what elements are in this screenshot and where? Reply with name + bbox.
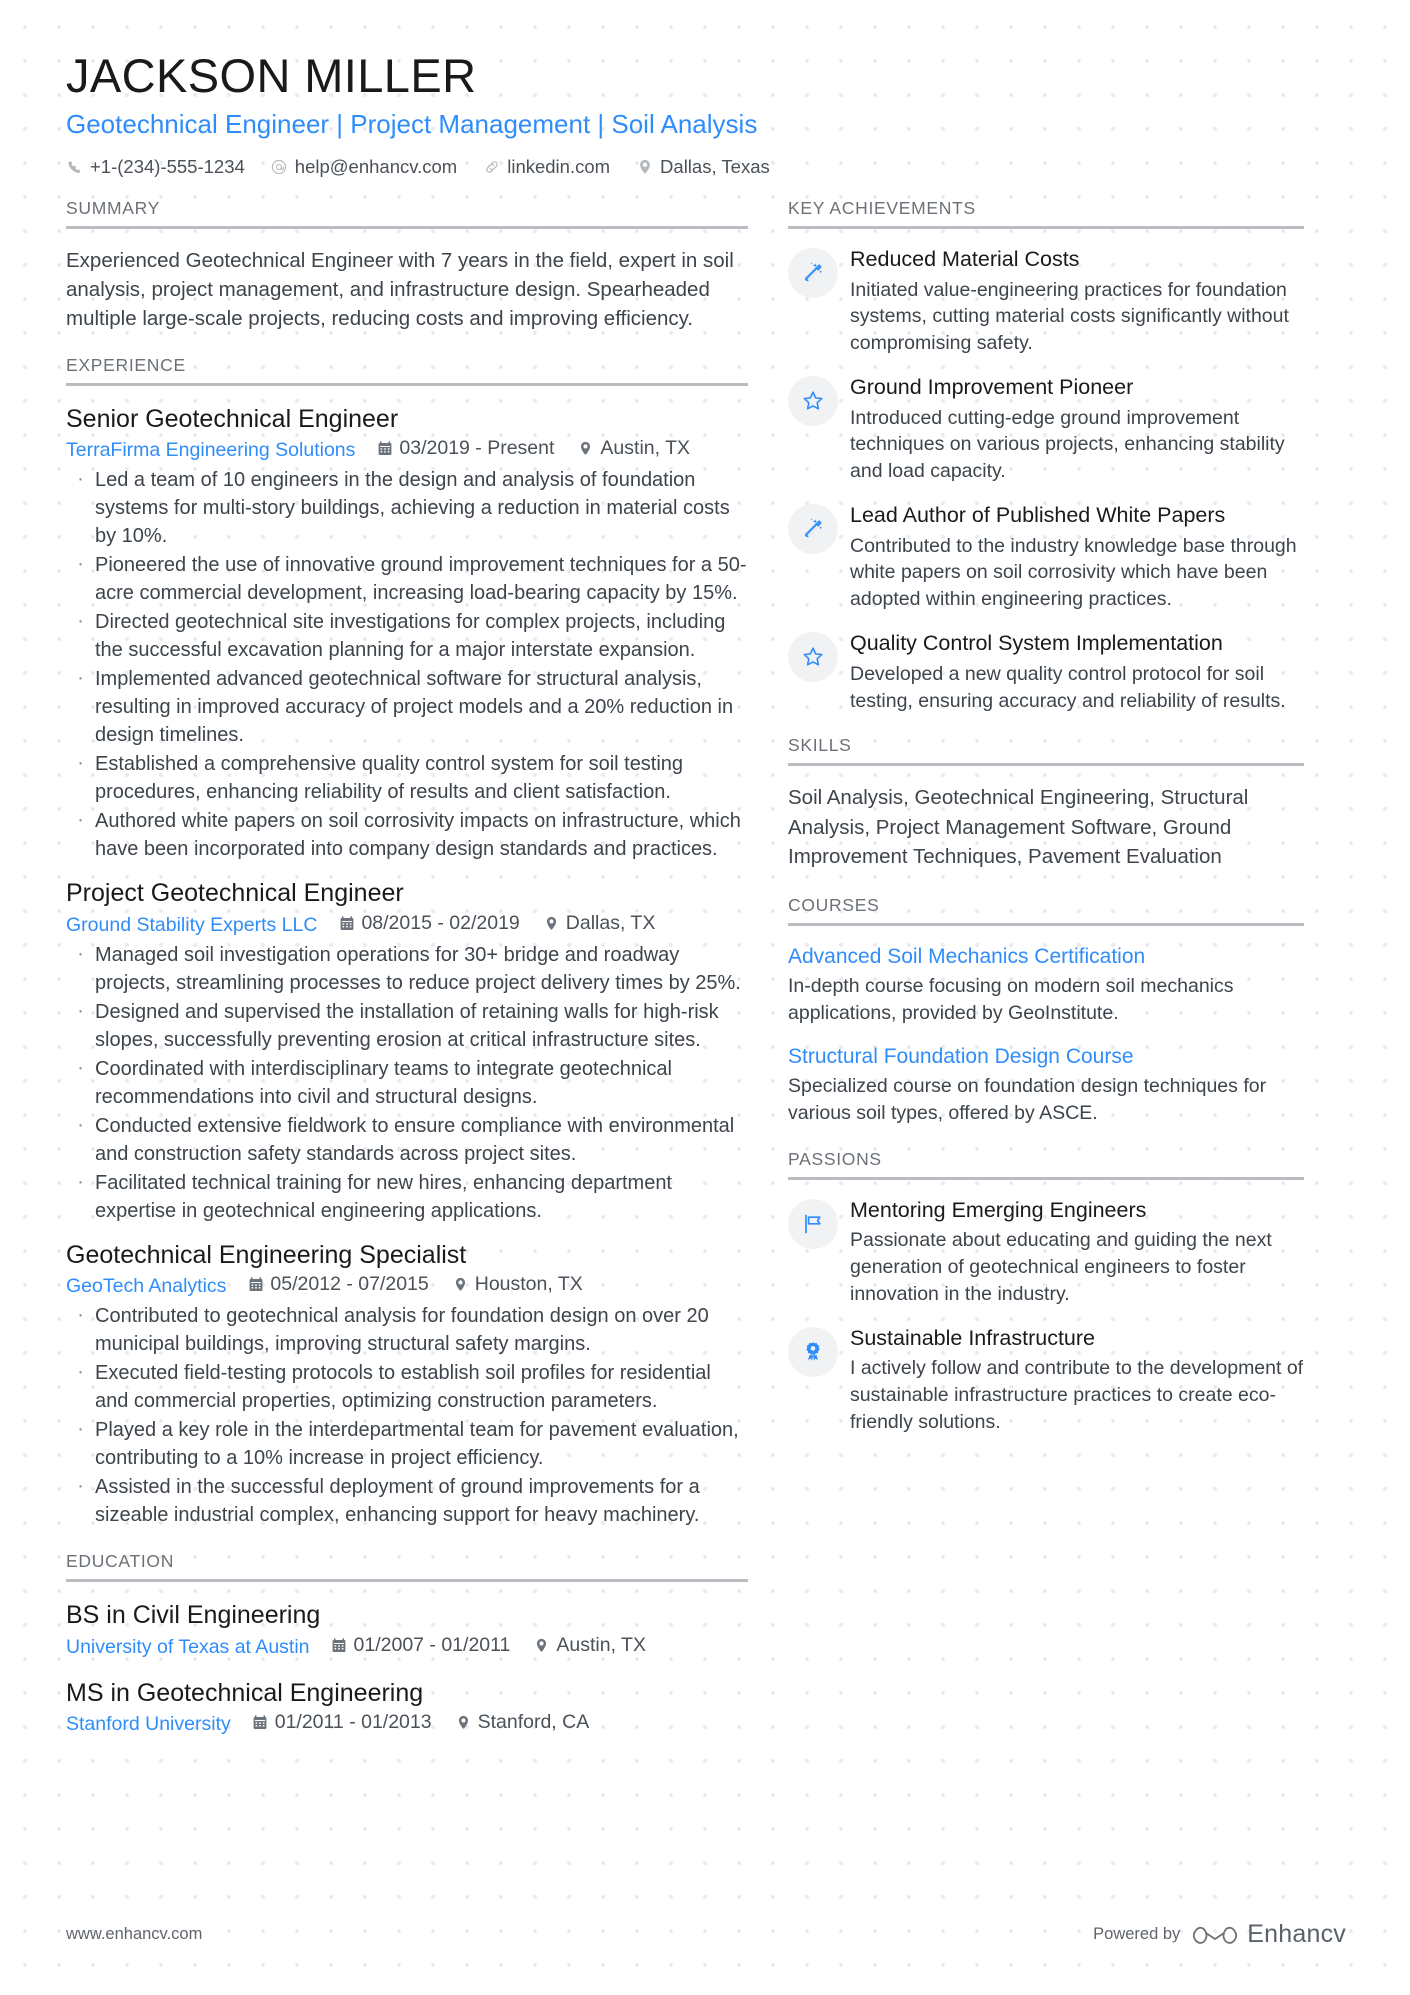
summary-heading: SUMMARY (66, 198, 748, 229)
list-item: · Facilitated technical training for new hires, enhancing department expertise in geotechnical engineering applications. (68, 1169, 748, 1225)
education-dates (332, 1634, 511, 1657)
job-company[interactable]: Ground Stability Experts LLC (66, 913, 318, 936)
location-icon (453, 1277, 468, 1293)
job-location-text: Houston, TX (474, 1273, 583, 1296)
page-title: JACKSON MILLER (66, 49, 477, 102)
list-item: · Executed field-testing protocols to establish soil profiles for residential and commercial properties, optimizing construction parameters. (68, 1359, 748, 1415)
powered-by-label: Powered by (1093, 1925, 1181, 1943)
list-item: · Designed and supervised the installation of retaining walls for high-risk slopes, successfully preventing erosion at critical infrastructure sites. (68, 998, 748, 1054)
passion-title: Sustainable Infrastructure (850, 1325, 1095, 1350)
professional-headline: Geotechnical Engineer | Project Management | Soil Analysis (66, 109, 758, 140)
job-dates-text: 03/2019 - Present (399, 437, 555, 460)
passion-desc: Passionate about educating and guiding the next generation of geotechnical engineers to foster innovation in the industry. (850, 1229, 1272, 1306)
list-item: · Played a key role in the interdepartmental team for pavement evaluation, contributing to a 10% increase in project efficiency. (68, 1416, 748, 1472)
star-icon (788, 632, 838, 682)
list-item: · Led a team of 10 engineers in the design and analysis of foundation systems for multi-story buildings, achieving a reduction in material costs by 10%. (68, 466, 748, 550)
brand-name: Enhancv (1247, 1920, 1346, 1948)
achievement-desc: Contributed to the industry knowledge base through white papers on soil corrosivity which have been adopted within engineering practices. (850, 534, 1297, 611)
achievement-desc: Developed a new quality control protocol for soil testing, ensuring accuracy and reliability of results. (850, 662, 1286, 712)
achievement-body (850, 374, 1304, 485)
calendar-icon (377, 441, 392, 457)
left-column (66, 198, 788, 1757)
school-name[interactable]: University of Texas at Austin (66, 1635, 310, 1658)
list-item: · Contributed to geotechnical analysis for foundation design on over 20 municipal buildings, improving structural safety margins. (68, 1302, 748, 1358)
calendar-icon (253, 1715, 268, 1731)
list-item: · Authored white papers on soil corrosivity impacts on infrastructure, which have been incorporated into company design standards and practices. (68, 807, 748, 863)
experience-entry (66, 1239, 748, 1530)
section-key-achievements (788, 198, 1304, 714)
experience-heading: EXPERIENCE (66, 355, 748, 386)
magic-wand-icon (788, 248, 838, 298)
link-icon (483, 159, 500, 176)
contact-location-text: Dallas, Texas (660, 156, 770, 178)
contact-location[interactable] (636, 156, 770, 178)
resume-body (66, 198, 1346, 1757)
job-location-text: Austin, TX (600, 437, 691, 460)
phone-icon (66, 159, 83, 176)
achievement-title: Lead Author of Published White Papers (850, 503, 1226, 528)
job-dates-text: 05/2012 - 07/2015 (270, 1273, 429, 1296)
enhancv-logo (1192, 1920, 1346, 1949)
job-bullets (68, 1302, 748, 1529)
section-experience (66, 355, 748, 1530)
course-item (788, 943, 1304, 1027)
job-title: Geotechnical Engineering Specialist (66, 1240, 467, 1269)
achievement-body (850, 246, 1304, 357)
passion-body (850, 1197, 1304, 1308)
location-icon (636, 159, 653, 176)
location-icon (456, 1715, 471, 1731)
job-location (453, 1273, 583, 1296)
job-meta (66, 912, 748, 937)
passion-body (850, 1325, 1304, 1436)
location-icon (544, 915, 559, 931)
list-item: · Established a comprehensive quality control system for soil testing procedures, enhancing reliability of results and client satisfaction. (68, 750, 748, 806)
contact-row (66, 156, 1346, 178)
flag-icon (788, 1199, 838, 1249)
contact-phone[interactable] (66, 156, 245, 178)
contact-link[interactable] (483, 156, 610, 178)
course-title[interactable]: Structural Foundation Design Course (788, 1044, 1134, 1068)
achievement-title: Quality Control System Implementation (850, 631, 1223, 656)
education-location (534, 1634, 646, 1657)
contact-link-text: linkedin.com (507, 156, 611, 178)
education-location-text: Stanford, CA (477, 1711, 590, 1734)
footer-brand (1093, 1920, 1346, 1949)
list-item: · Implemented advanced geotechnical software for structural analysis, resulting in improved accuracy of project models and a 20% reduction in design timelines. (68, 665, 748, 749)
achievements-heading: KEY ACHIEVEMENTS (788, 198, 1304, 229)
achievement-item (788, 630, 1304, 714)
passion-desc: I actively follow and contribute to the development of sustainable infrastructure practices to create eco-friendly solutions. (850, 1357, 1304, 1434)
achievement-item (788, 246, 1304, 357)
achievement-item (788, 502, 1304, 613)
education-meta (66, 1711, 748, 1736)
course-desc: In-depth course focusing on modern soil mechanics applications, provided by GeoInstitute. (788, 975, 1234, 1024)
job-location-text: Dallas, TX (565, 911, 656, 934)
job-title: Senior Geotechnical Engineer (66, 404, 399, 433)
contact-phone-text: +1-(234)-555-1234 (90, 156, 245, 178)
resume-header (66, 48, 1346, 178)
section-courses (788, 895, 1304, 1127)
education-location (456, 1711, 590, 1734)
calendar-icon (332, 1637, 347, 1653)
school-name[interactable]: Stanford University (66, 1713, 231, 1736)
job-meta (66, 1273, 748, 1298)
education-dates-text: 01/2011 - 01/2013 (274, 1711, 432, 1734)
experience-entry (66, 403, 748, 864)
list-item: · Directed geotechnical site investigations for complex projects, including the successful excavation planning for a major interstate expansion. (68, 608, 748, 664)
job-bullets (68, 941, 748, 1225)
job-dates-text: 08/2015 - 02/2019 (361, 911, 520, 934)
job-meta (66, 437, 748, 462)
achievement-body (850, 502, 1304, 613)
passions-heading: PASSIONS (788, 1149, 1304, 1180)
achievement-item (788, 374, 1304, 485)
course-title[interactable]: Advanced Soil Mechanics Certification (788, 944, 1146, 968)
education-dates (253, 1711, 432, 1734)
right-column (788, 198, 1304, 1457)
list-item: · Managed soil investigation operations for 30+ bridge and roadway projects, streamlining processes to reduce project delivery times by 25%. (68, 941, 748, 997)
education-dates-text: 01/2007 - 01/2011 (353, 1633, 511, 1656)
passion-item (788, 1197, 1304, 1308)
job-location (578, 437, 690, 460)
email-icon (271, 159, 288, 176)
contact-email[interactable] (271, 156, 457, 178)
page-footer (66, 1920, 1346, 1949)
skills-heading: SKILLS (788, 735, 1304, 766)
list-item: · Conducted extensive fieldwork to ensure compliance with environmental and construction safety standards across project sites. (68, 1112, 748, 1168)
summary-text: Experienced Geotechnical Engineer with 7 years in the field, expert in soil analysis, project management, and infrastructure design. Spearheaded multiple large-scale projects, reducing costs and improving efficiency. (66, 249, 734, 331)
achievement-title: Ground Improvement Pioneer (850, 375, 1134, 400)
location-icon (578, 441, 593, 457)
list-item: · Pioneered the use of innovative ground improvement techniques for a 50-acre commercial development, increasing load-bearing capacity by 15%. (68, 551, 748, 607)
course-item (788, 1043, 1304, 1127)
achievement-desc: Introduced cutting-edge ground improvement techniques on various projects, enhancing stability and load capacity. (850, 406, 1285, 483)
award-icon (788, 1327, 838, 1377)
job-bullets (68, 466, 748, 863)
section-passions (788, 1149, 1304, 1436)
section-skills (788, 735, 1304, 870)
job-company[interactable]: GeoTech Analytics (66, 1275, 227, 1298)
education-location-text: Austin, TX (556, 1633, 646, 1656)
achievement-title: Reduced Material Costs (850, 247, 1080, 272)
degree-title: BS in Civil Engineering (66, 1601, 321, 1630)
job-location (544, 912, 656, 935)
passion-item (788, 1325, 1304, 1436)
magic-wand-icon (788, 504, 838, 554)
calendar-icon (339, 915, 354, 931)
course-desc: Specialized course on foundation design techniques for various soil types, offered by ASCE. (788, 1075, 1267, 1125)
location-icon (534, 1637, 549, 1653)
calendar-icon (248, 1277, 263, 1293)
section-summary (66, 198, 748, 333)
education-meta (66, 1634, 748, 1659)
job-company[interactable]: TerraFirma Engineering Solutions (66, 439, 356, 462)
job-title: Project Geotechnical Engineer (66, 879, 404, 908)
job-dates (339, 912, 519, 935)
section-education (66, 1551, 748, 1736)
skills-list: Soil Analysis, Geotechnical Engineering, Structural Analysis, Project Management Software, Ground Improvement Techniques, Pavement Evaluation (788, 786, 1249, 868)
job-dates (248, 1273, 428, 1296)
education-entry (66, 1599, 748, 1659)
list-item: · Coordinated with interdisciplinary teams to integrate geotechnical recommendations into civil and structural designs. (68, 1055, 748, 1111)
courses-heading: COURSES (788, 895, 1304, 926)
passion-title: Mentoring Emerging Engineers (850, 1197, 1147, 1222)
list-item: · Assisted in the successful deployment of ground improvements for a sizeable industrial complex, enhancing support for heavy machinery. (68, 1473, 748, 1529)
footer-site-url[interactable]: www.enhancv.com (66, 1925, 203, 1943)
achievement-body (850, 630, 1304, 714)
education-entry (66, 1677, 748, 1737)
degree-title: MS in Geotechnical Engineering (66, 1678, 424, 1707)
star-icon (788, 376, 838, 426)
experience-entry (66, 877, 748, 1225)
education-heading: EDUCATION (66, 1551, 748, 1582)
job-dates (377, 437, 554, 460)
achievement-desc: Initiated value-engineering practices for foundation systems, cutting material costs significantly without compromising safety. (850, 278, 1289, 355)
contact-email-text: help@enhancv.com (294, 156, 458, 178)
